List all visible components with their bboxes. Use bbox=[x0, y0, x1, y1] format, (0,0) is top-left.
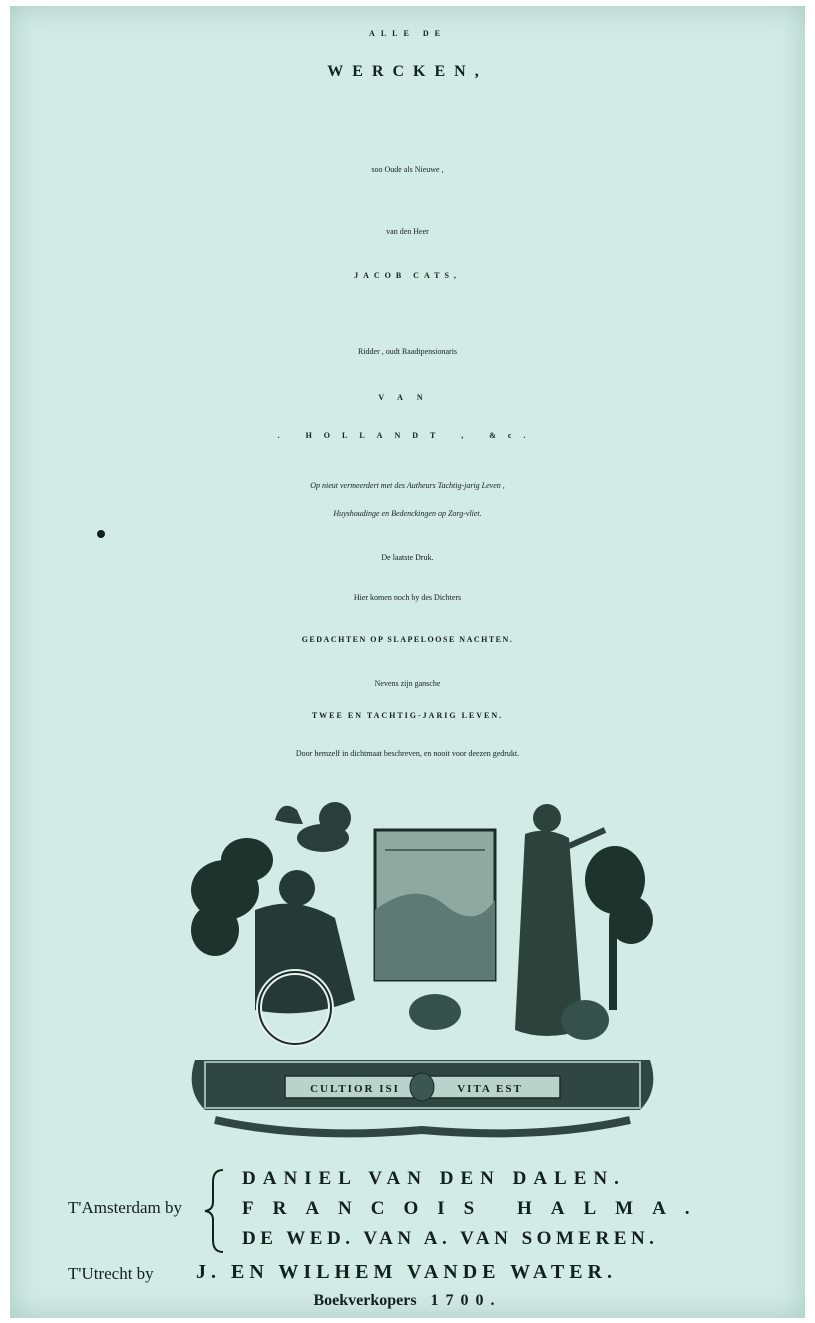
engraved-vignette bbox=[185, 790, 660, 1150]
title-hollandt: . HOLLANDT , &c. bbox=[277, 431, 538, 440]
publication-year: 1700. bbox=[430, 1292, 502, 1309]
addition-nevens: Nevens zijn gansche bbox=[374, 679, 441, 688]
booksellers-line bbox=[0, 1292, 815, 1310]
ink-speck bbox=[97, 530, 105, 538]
amsterdam-label: T'Amsterdam by bbox=[68, 1198, 183, 1217]
publisher-2: FRANCOIS HALMA. bbox=[242, 1198, 709, 1219]
utrecht-label: T'Utrecht by bbox=[68, 1264, 154, 1283]
publisher-1: DANIEL VAN DEN DALEN. bbox=[242, 1168, 626, 1189]
cherub-figure bbox=[275, 802, 351, 852]
subtitle-line-1: Op nieut vermeerdert met des Autheurs Tachtig-jarig Leven , bbox=[310, 481, 505, 490]
booksellers-label: Boekverkopers bbox=[313, 1292, 417, 1309]
subtitle-line-2: Huyshoudinge en Bedenckingen op Zorg-vliet. bbox=[333, 509, 482, 518]
title-van: VAN bbox=[378, 393, 437, 402]
title-soo-oude: soo Oude als Nieuwe , bbox=[371, 165, 444, 174]
addition-note: Door hemzelf in dichtmaat beschreven, en nooit voor deezen gedrukt. bbox=[295, 749, 520, 758]
title-wercken: WERCKEN, bbox=[327, 63, 488, 80]
motto-left: CULTIOR ISI bbox=[310, 1083, 400, 1095]
addition-title-gedachten: GEDACHTEN OP SLAPELOOSE NACHTEN. bbox=[301, 635, 514, 644]
title-van-den-heer: van den Heer bbox=[386, 227, 429, 236]
motto-right: VITA EST bbox=[457, 1083, 523, 1095]
edition-note: De laatste Druk. bbox=[381, 553, 434, 562]
author-name: JACOB CATS, bbox=[354, 271, 461, 280]
central-cartouche bbox=[410, 1073, 434, 1101]
addition-title-leven: TWEE EN TACHTIG-JARIG LEVEN. bbox=[311, 711, 504, 720]
publisher-3: DE WED. VAN A. VAN SOMEREN. bbox=[242, 1228, 659, 1249]
seated-figure bbox=[255, 870, 355, 1044]
utrecht-publisher: J. EN WILHEM VANDE WATER. bbox=[196, 1261, 617, 1283]
addition-intro: Hier komen noch by des Dichters bbox=[353, 593, 462, 602]
curly-brace-icon bbox=[203, 1168, 227, 1254]
title-alle-de: ALLE DE bbox=[369, 29, 446, 38]
imprint bbox=[0, 1160, 815, 1300]
tree-right bbox=[585, 846, 653, 1010]
author-title: Ridder , oudt Raadtpensionaris bbox=[357, 347, 458, 356]
